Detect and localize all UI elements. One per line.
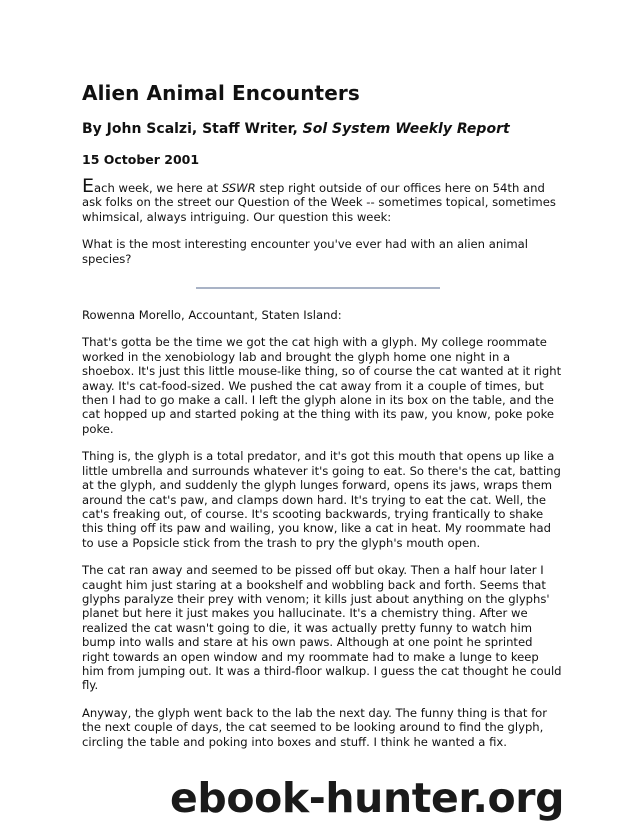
article-title: Alien Animal Encounters xyxy=(82,81,360,105)
intro-paragraph: Each week, we here at SSWR step right outside of our offices here on 54th and ask folks on the street our Question of the Week -- sometimes topical, sometimes whimsical, always intriguing. Our question this week: xyxy=(82,175,556,224)
answer-paragraph: The cat ran away and seemed to be pissed off but okay. Then a half hour later I caught him just staring at a bookshelf and wobbling back and forth. Seems that glyphs paralyze their prey with venom; it kills just about anything on the glyphs' planet but here it just makes you hallucinate. It's a chemistry thing. After we realized the cat wasn't going to die, it was actually pretty funny to watch him bump into walls and stare at his own paws. Although at one point he sprinted right towards an open window and my roommate had to make a lunge to keep him from jumping out. It was a third-floor walkup. I guess the cat thought he could fly. xyxy=(82,563,562,693)
respondent-name: Rowenna Morello, Accountant, Staten Island: xyxy=(82,308,342,323)
section-divider xyxy=(196,287,440,289)
answer-paragraph: That's gotta be the time we got the cat high with a glyph. My college roommate worked in the xenobiology lab and brought the glyph home one night in a shoebox. It's just this little mouse-like thing, so of course the cat wanted at it right away. It's cat-food-sized. We pushed the cat away from it a couple of times, but then I had to go make a call. I left the glyph alone in its box on the table, and the cat hopped up and started poking at the thing with its paw, you know, poke poke poke. xyxy=(82,335,562,436)
question-paragraph: What is the most interesting encounter you've ever had with an alien animal species? xyxy=(82,237,529,266)
answer-paragraph: Thing is, the glyph is a total predator, and it's got this mouth that opens up like a little umbrella and surrounds whatever it's going to eat. So there's the cat, batting at the glyph, and suddenly the glyph lunges forward, opens its jaws, wraps them around the cat's paw, and clamps down hard. It's trying to eat the cat. Well, the cat's freaking out, of course. It's scooting backwards, trying frantically to shake this thing off its paw and wailing, you know, like a cat in heat. My roommate had to use a Popsicle stick from the trash to pry the glyph's mouth open. xyxy=(82,449,561,550)
drop-cap: E xyxy=(82,175,95,197)
publication-date: 15 October 2001 xyxy=(82,152,200,167)
byline-publication: Sol System Weekly Report xyxy=(302,121,510,137)
answer-paragraph: Anyway, the glyph went back to the lab the next day. The funny thing is that for the next couple of days, the cat seemed to be looking around to find the glyph, circling the table and poking into boxes and stuff. I think he wanted a fix. xyxy=(82,705,548,749)
watermark: ebook-hunter.org xyxy=(170,774,565,822)
byline-author: By John Scalzi, Staff Writer, xyxy=(82,121,303,137)
intro-publication: SSWR xyxy=(221,181,256,195)
byline xyxy=(82,120,562,138)
article xyxy=(82,80,562,762)
